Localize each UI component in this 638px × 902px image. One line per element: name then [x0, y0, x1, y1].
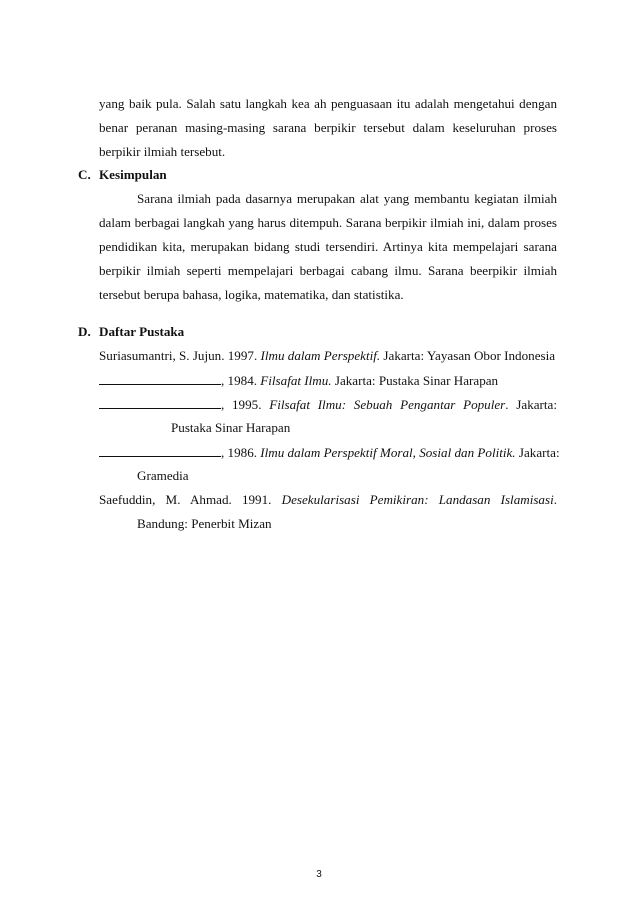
- page-number: 3: [316, 869, 322, 880]
- conclusion-line-2: dalam berbagai langkah yang harus ditempuh. Sarana berpikir ilmiah ini, dalam proses: [99, 215, 557, 230]
- intro-line-1: yang baik pula. Salah satu langkah kea ah penguasaan itu adalah mengetahui dengan: [99, 96, 557, 111]
- conclusion-line-3: pendidikan kita, merupakan bidang studi tersendiri. Artinya kita mempelajari sarana: [99, 239, 557, 254]
- reference-5: Saefuddin, M. Ahmad. 1991. Desekularisasi Pemikiran: Landasan Islamisasi.: [99, 492, 557, 507]
- section-c-heading: [78, 167, 167, 183]
- author-repeat-rule: [99, 444, 221, 457]
- reference-1-title: Ilmu dalam Perspektif.: [260, 348, 381, 363]
- section-c-title: Kesimpulan: [99, 167, 167, 182]
- reference-1: Suriasumantri, S. Jujun. 1997. Ilmu dalam Perspektif. Jakarta: Yayasan Obor Indonesia: [99, 348, 556, 363]
- section-d-label: D.: [78, 324, 91, 339]
- author-repeat-rule: [99, 372, 221, 385]
- reference-4-continuation: Gramedia: [137, 468, 189, 483]
- author-repeat-rule: [99, 396, 221, 409]
- reference-4: , 1986. Ilmu dalam Perspektif Moral, Sosial dan Politik. Jakarta:: [99, 444, 557, 461]
- reference-5-continuation: Bandung: Penerbit Mizan: [137, 516, 272, 531]
- reference-5-title: Desekularisasi Pemikiran: Landasan Islamisasi: [281, 492, 554, 507]
- section-d-heading: [78, 324, 184, 340]
- reference-2-title: Filsafat Ilmu.: [260, 373, 332, 388]
- reference-3: , 1995. Filsafat Ilmu: Sebuah Pengantar Populer. Jakarta:: [99, 396, 557, 413]
- section-d-title: Daftar Pustaka: [99, 324, 185, 339]
- reference-2: , 1984. Filsafat Ilmu. Jakarta: Pustaka Sinar Harapan: [99, 372, 498, 389]
- reference-4-title: Ilmu dalam Perspektif Moral, Sosial dan Politik.: [260, 445, 516, 460]
- reference-3-title: Filsafat Ilmu: Sebuah Pengantar Populer: [269, 397, 506, 412]
- section-c-label: C.: [78, 167, 91, 182]
- intro-line-3: berpikir ilmiah tersebut.: [99, 144, 226, 159]
- conclusion-line-5: tersebut berupa bahasa, logika, matematika, dan statistika.: [99, 287, 404, 302]
- reference-3-continuation: Pustaka Sinar Harapan: [171, 420, 291, 435]
- conclusion-line-4: berpikir ilmiah seperti mempelajari berbagai cabang ilmu. Sarana beerpikir ilmiah: [99, 263, 557, 278]
- intro-line-2: benar peranan masing-masing sarana berpikir tersebut dalam keseluruhan proses: [99, 120, 557, 135]
- conclusion-line-1: Sarana ilmiah pada dasarnya merupakan alat yang membantu kegiatan ilmiah: [137, 191, 557, 206]
